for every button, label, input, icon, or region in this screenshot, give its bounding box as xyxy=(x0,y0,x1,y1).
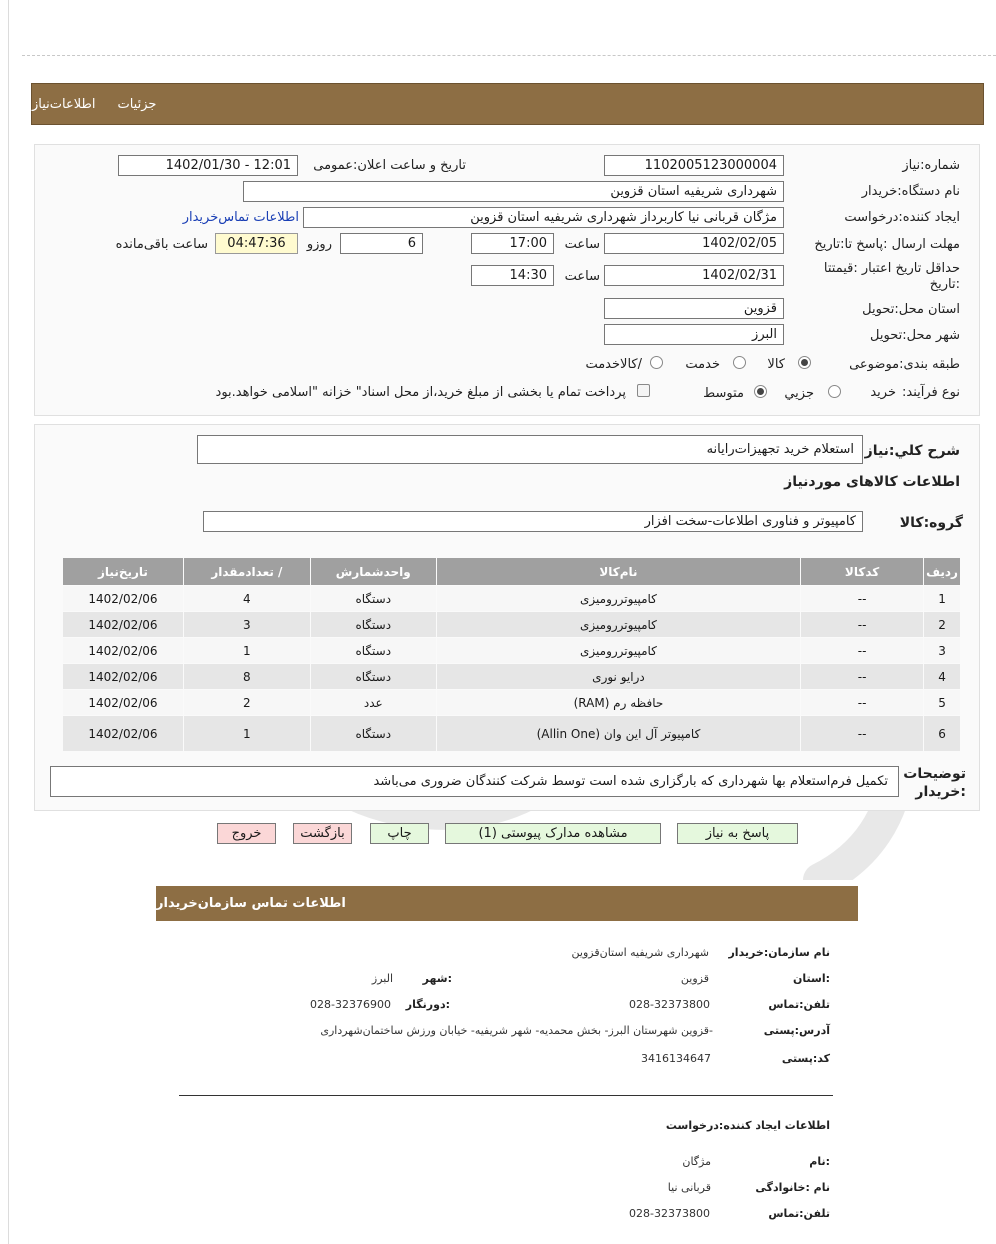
contact-city-value: البرز xyxy=(371,972,393,985)
need-date-cell: 1402/02/06 xyxy=(63,716,183,751)
process-minor-radio[interactable] xyxy=(828,385,841,398)
buyer-contact-link[interactable]: اطلاعات تماس‌خریدار xyxy=(182,210,299,225)
buyer-notes-label-2: :خریدار xyxy=(915,784,966,800)
contact-province-value: قزوین xyxy=(680,972,709,985)
contact-province-label: :استان xyxy=(793,972,830,985)
validity-label: حداقل تاریخ اعتبار :قیمتتا xyxy=(823,261,960,276)
col-quantity: / تعدادمقدار xyxy=(184,558,310,585)
page-left-border xyxy=(8,0,9,1244)
contact-org-value: شهرداری شریفیه استان‌قزوین xyxy=(571,946,709,959)
process-medium-radio[interactable] xyxy=(754,385,767,398)
category-both-label: /کالاخدمت xyxy=(585,357,642,372)
goods-code-cell: -- xyxy=(801,586,923,611)
creator-family-value: قربانی نیا xyxy=(667,1181,711,1194)
deadline-time-field: 17:00 xyxy=(471,233,554,254)
need-number-label: شماره:نیاز xyxy=(902,158,960,173)
contact-divider xyxy=(179,1095,833,1096)
tab-details[interactable]: جزئیات xyxy=(117,96,157,112)
view-attachments-button[interactable]: مشاهده مدارک پیوستی (1) xyxy=(445,823,661,844)
reply-button[interactable]: پاسخ به نیاز xyxy=(677,823,798,844)
buyer-org-field: شهرداری شریفیه استان قزوین xyxy=(243,181,784,202)
unit-cell: دستگاه xyxy=(311,664,436,689)
creator-info-title: اطلاعات ایجاد کننده:درخواست xyxy=(665,1119,830,1132)
creator-name-value: مژگان xyxy=(682,1155,711,1168)
need-date-cell: 1402/02/06 xyxy=(63,586,183,611)
goods-name-cell: کامپیوتررومیزی xyxy=(437,638,800,663)
deadline-label: مهلت ارسال :پاسخ تا:تاریخ xyxy=(814,237,960,252)
treasury-payment-checkbox[interactable] xyxy=(637,384,650,397)
need-date-cell: 1402/02/06 xyxy=(63,690,183,715)
col-row-number: ردیف xyxy=(924,558,960,585)
goods-group-label: گروه:کالا xyxy=(899,515,963,531)
row-number-cell: 5 xyxy=(924,690,960,715)
goods-code-cell: -- xyxy=(801,690,923,715)
unit-cell: دستگاه xyxy=(311,638,436,663)
table-row xyxy=(63,716,960,751)
creator-phone-value: 028-32373800 xyxy=(629,1207,710,1220)
goods-group-field: کامپیوتر و فناوری اطلاعات-سخت افزار xyxy=(203,511,863,532)
contact-postal-label: کد:پستی xyxy=(781,1052,830,1065)
unit-cell: دستگاه xyxy=(311,612,436,637)
goods-code-cell: -- xyxy=(801,664,923,689)
validity-date-field: 1402/02/31 xyxy=(604,265,784,286)
quantity-cell: 1 xyxy=(184,638,310,663)
need-number-field: 1102005123000004 xyxy=(604,155,784,176)
buyer-notes-field: تکمیل فرم‌استعلام بها شهرداری که بارگزاری شده است توسط شرکت کنندگان ضروری می‌باشد xyxy=(50,766,899,797)
remaining-time-label: ساعت باقی‌مانده xyxy=(115,237,208,252)
page-top-divider xyxy=(22,55,996,56)
category-goods-label: کالا xyxy=(767,357,785,372)
deadline-date-field: 1402/02/05 xyxy=(604,233,784,254)
print-button[interactable]: چاپ xyxy=(370,823,429,844)
contact-phone-value: 028-32373800 xyxy=(629,998,710,1011)
col-need-date: تاریخ‌نیاز xyxy=(63,558,183,585)
row-number-cell: 2 xyxy=(924,612,960,637)
goods-code-cell: -- xyxy=(801,612,923,637)
contact-postal-value: 3416134647 xyxy=(641,1052,711,1065)
contact-fax-label: :دورنگار xyxy=(405,998,450,1011)
treasury-payment-label: پرداخت تمام یا بخشی از مبلغ خرید،از محل اسناد" خزانه "اسلامی خواهد.بود xyxy=(215,385,626,400)
remaining-time-field: 04:47:36 xyxy=(215,233,298,254)
details-header-bar xyxy=(31,83,984,125)
unit-cell: دستگاه xyxy=(311,586,436,611)
days-label: روزو xyxy=(306,237,332,252)
contact-fax-value: 028-32376900 xyxy=(310,998,391,1011)
row-number-cell: 1 xyxy=(924,586,960,611)
remaining-days-field: 6 xyxy=(340,233,423,254)
row-number-cell: 3 xyxy=(924,638,960,663)
province-field: قزوین xyxy=(604,298,784,319)
city-label: شهر محل:تحویل xyxy=(870,328,960,343)
unit-cell: عدد xyxy=(311,690,436,715)
back-button[interactable]: بازگشت xyxy=(293,823,352,844)
goods-info-title: اطلاعات کالاهای موردنیاز xyxy=(784,474,960,490)
goods-table-header xyxy=(63,558,960,585)
creator-phone-label: تلفن:تماس xyxy=(768,1207,830,1220)
table-row xyxy=(63,690,960,715)
requester-label: ایجاد کننده:درخواست xyxy=(844,210,960,225)
quantity-cell: 4 xyxy=(184,586,310,611)
announce-date-label: تاریخ و ساعت اعلان:عمومی xyxy=(313,158,466,173)
buyer-notes-label: توضیحات xyxy=(903,766,966,782)
goods-name-cell: کامپیوتررومیزی xyxy=(437,586,800,611)
contact-address-label: آدرس:پستی xyxy=(763,1024,830,1037)
creator-name-label: :نام xyxy=(809,1155,830,1168)
buyer-org-label: نام دستگاه:خریدار xyxy=(861,184,960,199)
goods-name-cell: کامپیوتررومیزی xyxy=(437,612,800,637)
table-row xyxy=(63,638,960,663)
creator-family-label: نام :خانوادگی xyxy=(755,1181,830,1194)
deadline-hour-label: ساعت xyxy=(564,237,600,252)
goods-table xyxy=(62,557,961,752)
quantity-cell: 1 xyxy=(184,716,310,751)
need-description-field: استعلام خرید تجهیزات‌رایانه xyxy=(197,435,863,464)
city-field: البرز xyxy=(604,324,784,345)
category-service-label: خدمت xyxy=(685,357,720,372)
quantity-cell: 2 xyxy=(184,690,310,715)
table-row xyxy=(63,586,960,611)
process-label: نوع فرآیند: xyxy=(902,385,960,400)
need-date-cell: 1402/02/06 xyxy=(63,612,183,637)
validity-hour-label: ساعت xyxy=(564,269,600,284)
process-medium-label: متوسط xyxy=(703,386,744,401)
unit-cell: دستگاه xyxy=(311,716,436,751)
row-number-cell: 6 xyxy=(924,716,960,751)
goods-name-cell: درایو نوری xyxy=(437,664,800,689)
contact-address-value: -قزوین شهرستان البرز- بخش محمدیه- شهر شریفیه- خیابان ورزش ساختمان‌شهرداری xyxy=(320,1024,713,1037)
contact-org-label: نام سازمان:خریدار xyxy=(728,946,830,959)
category-goods-radio[interactable] xyxy=(798,356,811,369)
validity-label-2: :تاریخ xyxy=(929,277,960,292)
tab-need-info[interactable]: اطلاعات‌نیاز xyxy=(32,96,96,112)
goods-name-cell: حافظه رم (RAM) xyxy=(437,690,800,715)
col-unit: واحدشمارش xyxy=(311,558,436,585)
table-row xyxy=(63,664,960,689)
need-description-label: شرح کلي:نیاز xyxy=(864,443,960,459)
quantity-cell: 3 xyxy=(184,612,310,637)
announce-date-field: 1402/01/30 - 12:01 xyxy=(118,155,298,176)
col-goods-code: کدکالا xyxy=(801,558,923,585)
need-date-cell: 1402/02/06 xyxy=(63,638,183,663)
process-minor-label: جزیي xyxy=(784,386,814,401)
goods-name-cell: کامپیوتر آل این وان (Allin One) xyxy=(437,716,800,751)
category-both-radio[interactable] xyxy=(650,356,663,369)
need-date-cell: 1402/02/06 xyxy=(63,664,183,689)
process-buy-label: خرید xyxy=(870,385,896,400)
goods-code-cell: -- xyxy=(801,638,923,663)
buyer-contact-header: اطلاعات تماس سازمان‌خریدار xyxy=(156,886,858,921)
category-label: طبقه بندی:موضوعی xyxy=(849,357,960,372)
province-label: استان محل:تحویل xyxy=(862,302,960,317)
exit-button[interactable]: خروج xyxy=(217,823,276,844)
validity-time-field: 14:30 xyxy=(471,265,554,286)
requester-field: مژگان قربانی نیا کاربرداز شهرداری شریفیه استان قزوین xyxy=(303,207,784,228)
quantity-cell: 8 xyxy=(184,664,310,689)
col-goods-name: نام‌کالا xyxy=(437,558,800,585)
contact-phone-label: تلفن:تماس xyxy=(768,998,830,1011)
table-row xyxy=(63,612,960,637)
goods-code-cell: -- xyxy=(801,716,923,751)
category-service-radio[interactable] xyxy=(733,356,746,369)
contact-city-label: :شهر xyxy=(422,972,452,985)
row-number-cell: 4 xyxy=(924,664,960,689)
